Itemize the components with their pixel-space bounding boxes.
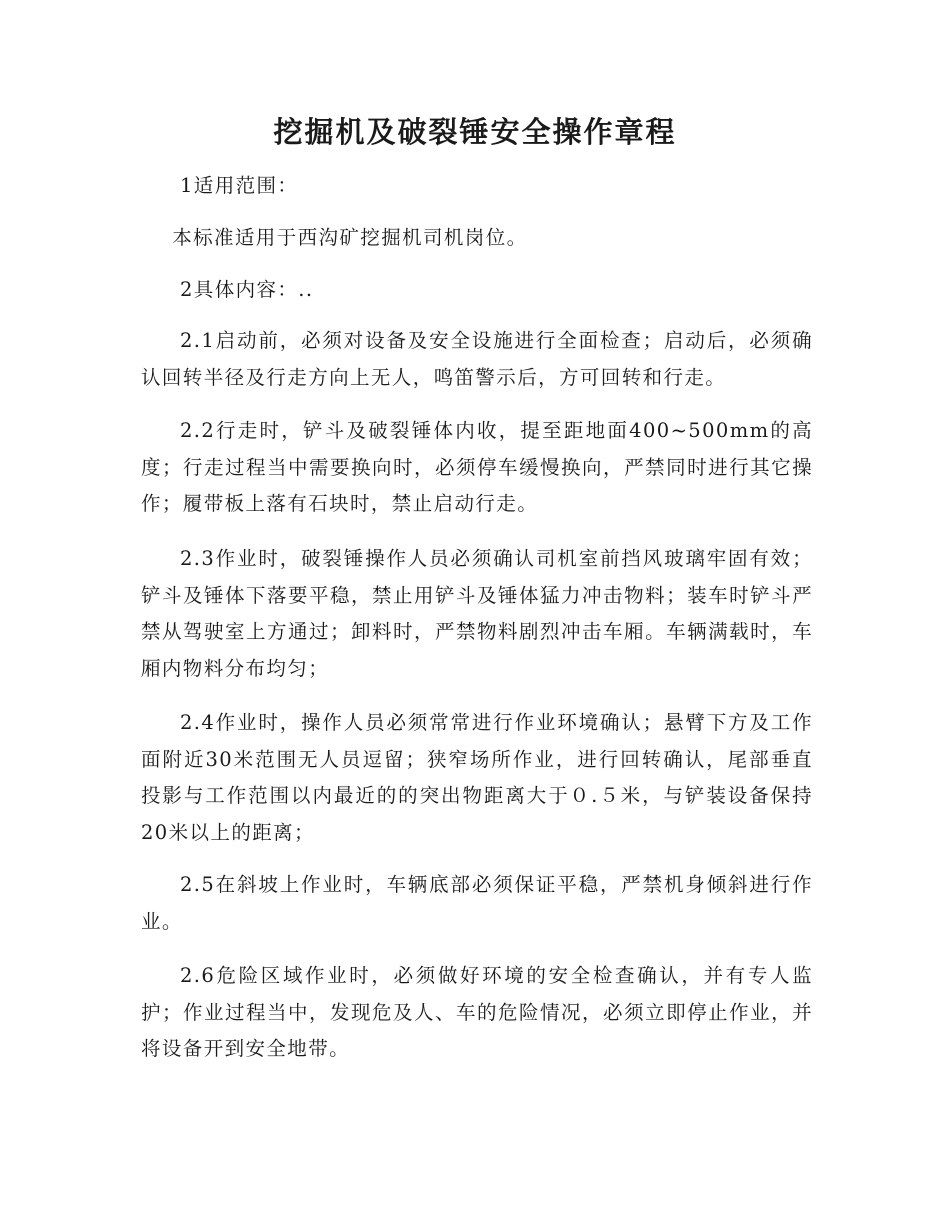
- clause-2-6: 2.6危险区域作业时，必须做好环境的安全检查确认，并有专人监护；作业过程当中，发现危及人、车的危险情况，必须立即停止作业，并将设备开到安全地带。: [141, 964, 813, 1060]
- scope-paragraph: 本标准适用于西沟矿挖掘机司机岗位。: [172, 226, 528, 249]
- clause-2-2: 2.2行走时，铲斗及破裂锤体内收，提至距地面400~500mm的高度；行走过程当中需要换向时，必须停车缓慢换向，严禁同时进行其它操作；履带板上落有石块时，禁止启动行走。: [141, 419, 813, 515]
- section-2-heading: 2具体内容：..: [180, 278, 314, 301]
- clause-2-1: 2.1启动前，必须对设备及安全设施进行全面检查；启动后，必须确认回转半径及行走方向上无人，鸣笛警示后，方可回转和行走。: [141, 329, 813, 389]
- clause-2-4: 2.4作业时，操作人员必须常常进行作业环境确认；悬臂下方及工作面附近30米范围无人员逗留；狭窄场所作业，进行回转确认，尾部垂直投影与工作范围以内最近的的突出物距离大于０.５米，与铲装设备保持20米以上的距离；: [141, 711, 813, 844]
- clause-2-5: 2.5在斜坡上作业时，车辆底部必须保证平稳，严禁机身倾斜进行作业。: [141, 873, 813, 933]
- section-1-heading: 1适用范围：: [180, 174, 299, 197]
- clause-2-3: 2.3作业时，破裂锤操作人员必须确认司机室前挡风玻璃牢固有效；铲斗及锤体下落要平稳，禁止用铲斗及锤体猛力冲击物料；装车时铲斗严禁从驾驶室上方通过；卸料时，严禁物料剧烈冲击车厢。车辆满载时，车厢内物料分布均匀；: [141, 547, 813, 680]
- document-title: 挖掘机及破裂锤安全操作章程: [273, 115, 677, 149]
